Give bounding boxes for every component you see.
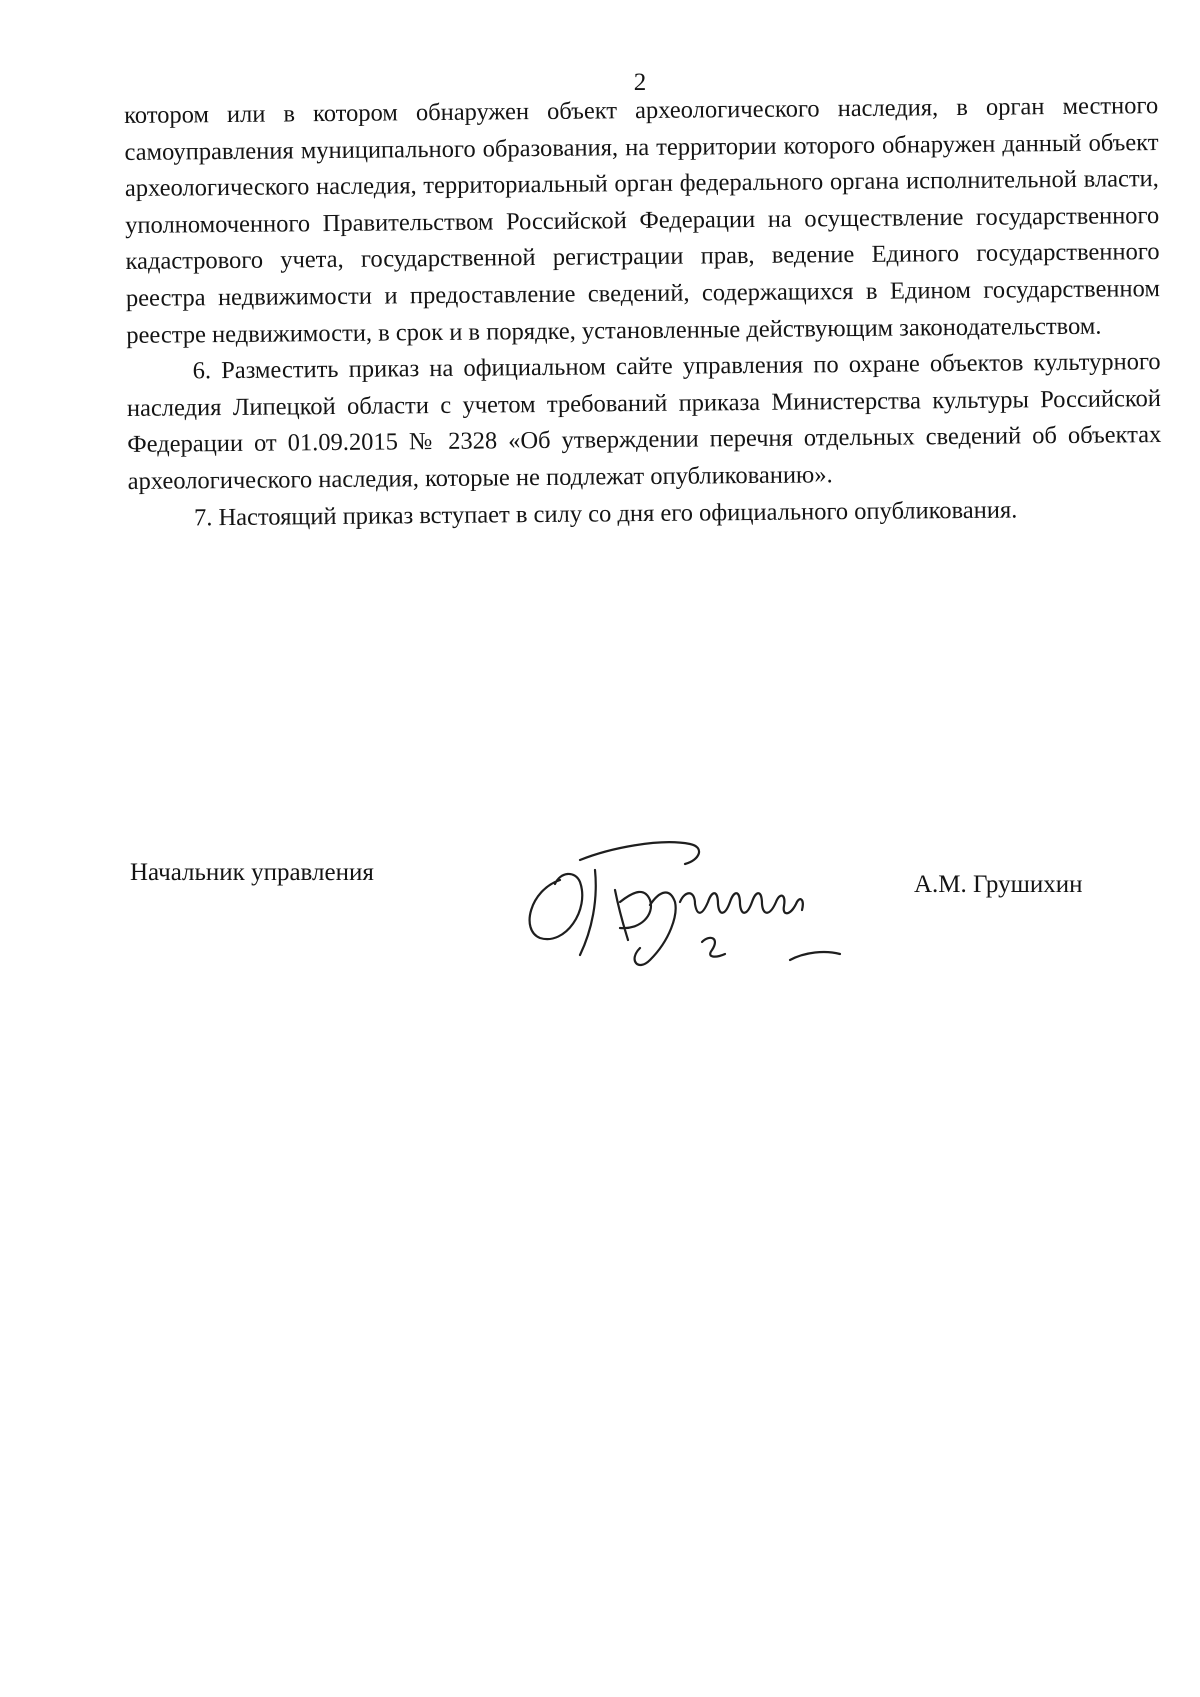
paragraph-item-6: 6. Разместить приказ на официальном сайте управления по охране объектов культурного наследия Липецкой области с учетом требований приказа Министерства культуры Российской Федерации от 01.09.2015 № 2328 «Об утверждении перечня отдельных сведений об объектах археологического наследия, которые не подлежат опубликованию».	[126, 348, 1162, 495]
handwritten-signature	[520, 820, 920, 970]
signatory-name: А.М. Грушихин	[914, 871, 1083, 898]
paragraph-continuation: котором или в котором обнаружен объект археологического наследия, в орган местного самоуправления муниципального образования, на территории которого обнаружен данный объект археологического наследия, территориальный орган федерального органа исполнительной власти, уполномоченного Правительством Российской Федерации на осуществление государственного кадастрового учета, государственной регистрации прав, ведение Единого государственного реестра недвижимости и предоставление сведений, содержащихся в Едином государственном реестре недвижимости, в срок и в порядке, установленные действующим законодательством.	[124, 92, 1161, 349]
paragraph-item-7: 7. Настоящий приказ вступает в силу со дня его официального опубликования.	[193, 495, 1018, 531]
document-body	[124, 88, 1162, 537]
page-number: 2	[633, 69, 647, 96]
signatory-position: Начальник управления	[130, 859, 374, 886]
